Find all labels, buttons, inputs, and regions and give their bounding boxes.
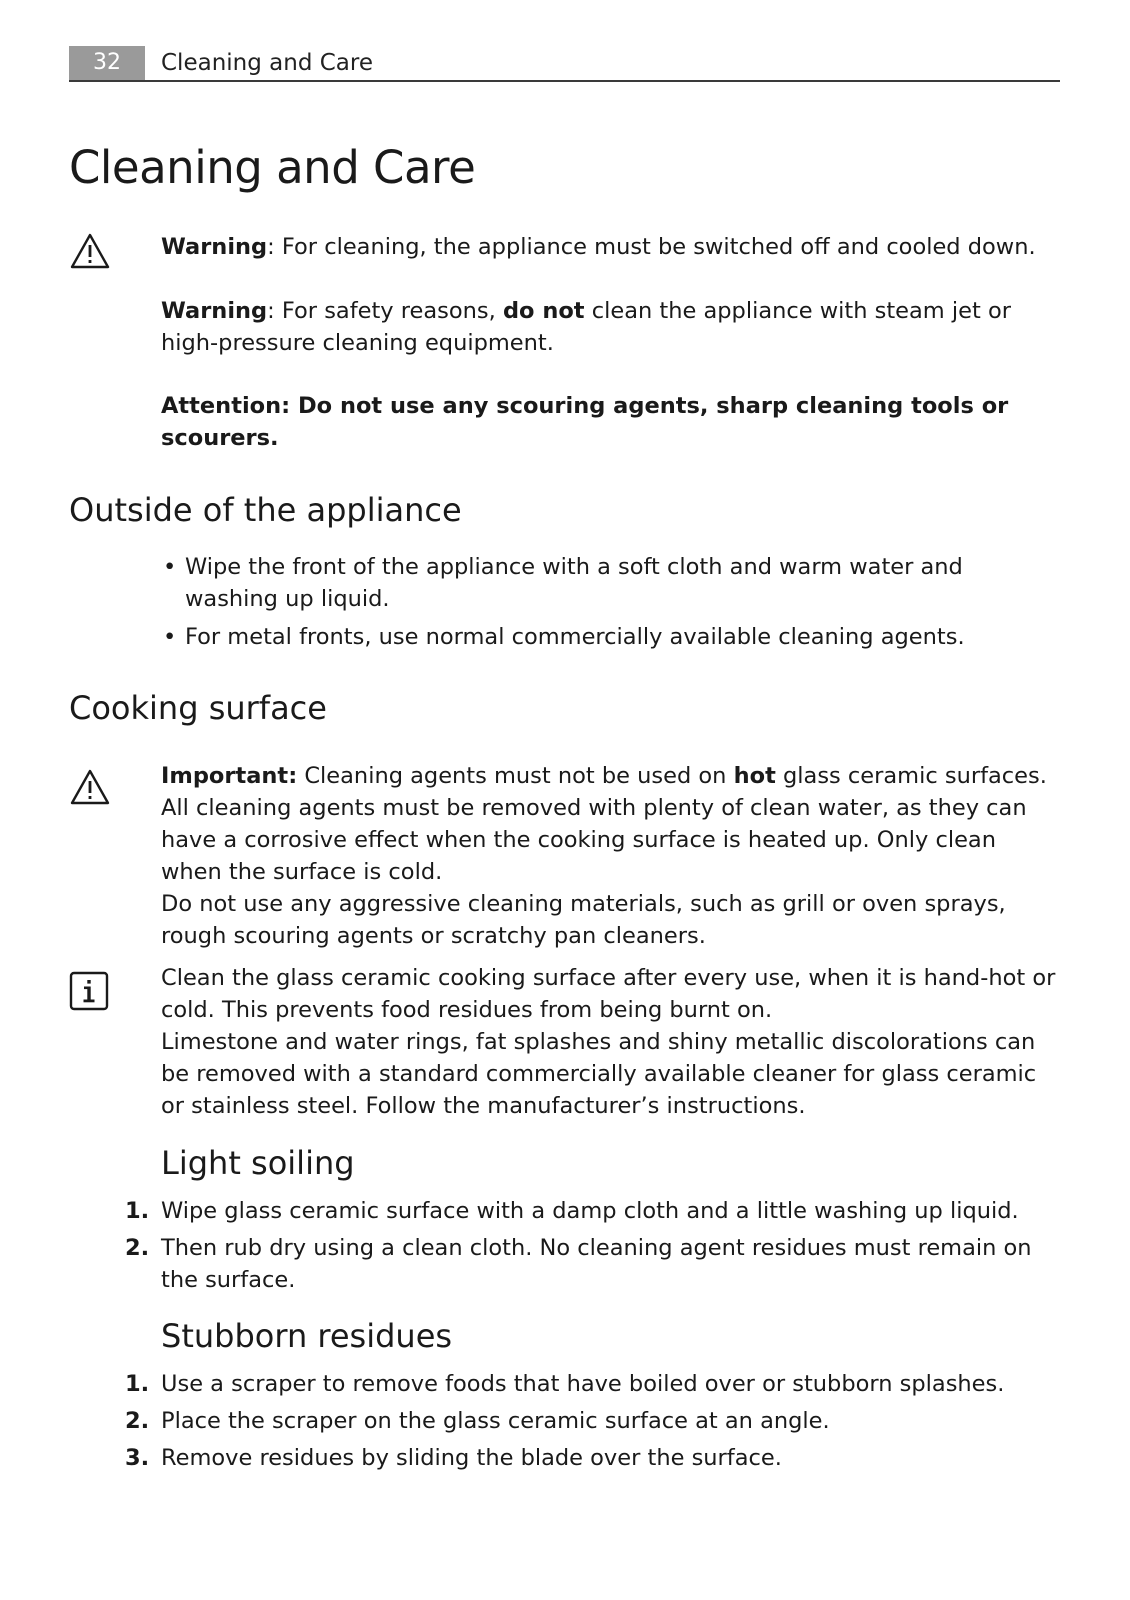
list-item: • Wipe the front of the appliance with a soft cloth and warm water and washing up liquid. — [161, 551, 1061, 615]
warning-steam-jet — [161, 295, 1061, 359]
warning-switch-off — [161, 231, 1061, 263]
list-item: 2. Place the scraper on the glass ceramic surface at an angle. — [125, 1408, 830, 1434]
subheading-light-soiling: Light soiling — [161, 1144, 355, 1182]
list-item: 2. Then rub dry using a clean cloth. No cleaning agent residues must remain on the surface. — [125, 1235, 1032, 1293]
list-item: • For metal fronts, use normal commercially available cleaning agents. — [161, 621, 1061, 653]
warning-emphasis: do not — [502, 298, 585, 324]
list-item: 1. Use a scraper to remove foods that have boiled over or stubborn splashes. — [125, 1371, 1005, 1397]
warning-text: : For safety reasons, — [267, 298, 503, 324]
section-heading-outside: Outside of the appliance — [69, 491, 462, 529]
attention-note: Attention: Do not use any scouring agents, sharp cleaning tools or scourers. — [161, 393, 1009, 451]
page-header — [69, 46, 1060, 82]
warning-text: clean the appliance with steam jet or high-pressure cleaning equipment. — [161, 298, 1011, 356]
info-icon — [69, 971, 109, 1011]
subheading-stubborn-residues: Stubborn residues — [161, 1317, 453, 1355]
page-number: 32 — [69, 46, 145, 80]
header-section-title: Cleaning and Care — [161, 50, 373, 76]
warning-icon — [69, 232, 111, 270]
list-item: 3. Remove residues by sliding the blade over the surface. — [125, 1445, 782, 1471]
list-item: 1. Wipe glass ceramic surface with a damp cloth and a little washing up liquid. — [125, 1198, 1019, 1224]
warning-icon — [69, 768, 111, 806]
warning-label: Warning — [161, 298, 268, 324]
bullet-icon: • — [163, 554, 177, 580]
info-note: Clean the glass ceramic cooking surface after every use, when it is hand-hot or cold. This prevents food residues from being burnt on. Limestone and water rings, fat splashes and shiny metallic discolorations can be removed with a standard commercially available cleaner for glass ceramic or stainless steel. Follow the manufacturer’s instructions. — [161, 965, 1056, 1119]
bullet-icon: • — [163, 624, 177, 650]
section-heading-cooking-surface: Cooking surface — [69, 689, 327, 727]
warning-text: : For cleaning, the appliance must be switched off and cooled down. — [267, 234, 1036, 260]
stubborn-residues-steps — [120, 1368, 1061, 1479]
important-label: Important: — [161, 763, 298, 789]
important-note: Important: Cleaning agents must not be used on hot glass ceramic surfaces. All cleaning agents must be removed with plenty of clean water, as they can have a corrosive effect when the cooking surface is heated up. Only clean when the surface is cold. Do not use any aggressive cleaning materials, such as grill or oven sprays, rough scouring agents or scratchy pan cleaners. — [161, 763, 1047, 949]
outside-bullet-list — [161, 551, 1061, 659]
important-emphasis: hot — [733, 763, 776, 789]
warning-label: Warning — [161, 234, 268, 260]
page-title: Cleaning and Care — [69, 141, 476, 194]
light-soiling-steps — [120, 1195, 1061, 1301]
